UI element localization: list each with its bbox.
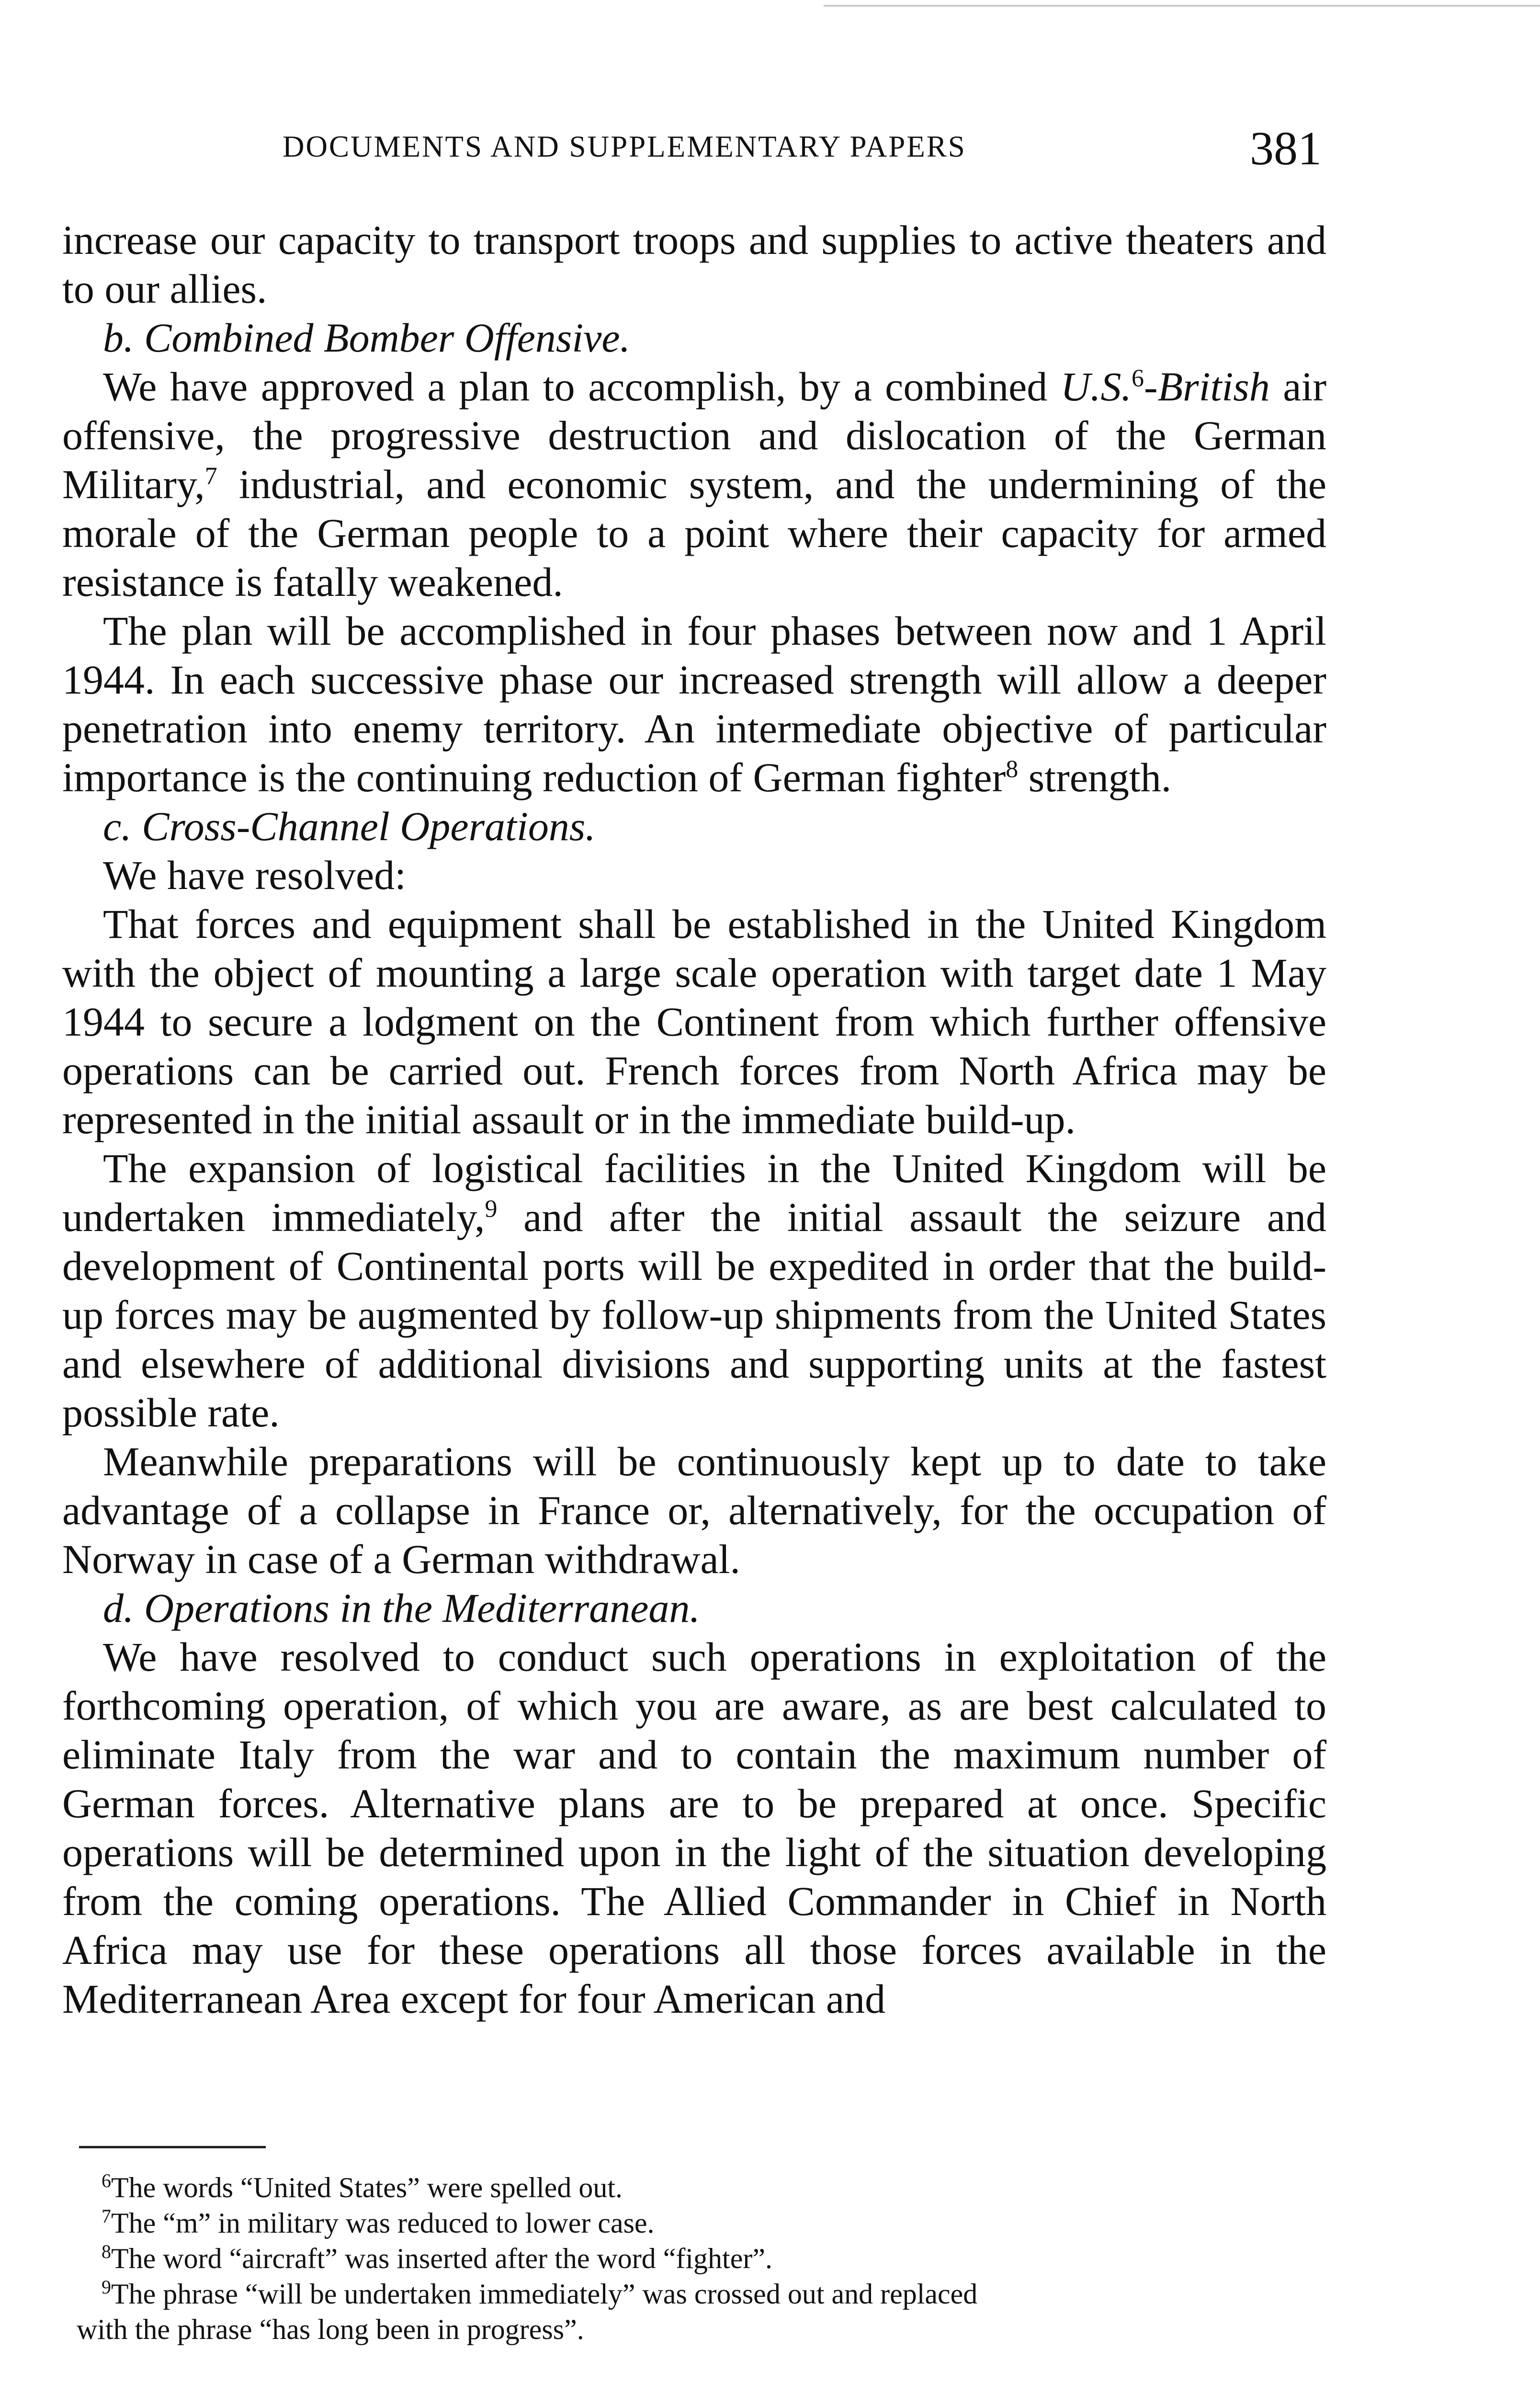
section-heading-c [62,802,1326,851]
section-label: c. [103,803,132,849]
text-run: strength. [1018,754,1172,800]
text-run: We have approved a plan to accomplish, by a combined [103,364,1048,410]
footnote-9-continuation: with the phrase “has long been in progress”. [77,2314,584,2345]
footnote-number: 7 [102,2205,111,2227]
paragraph-preparations: Meanwhile preparations will be continuously kept up to date to take advantage of a collapse in France or, alternatively, for the occupation of Norway in case of a German withdrawal. [62,1438,1326,1582]
paragraph-phases [62,606,1326,802]
paragraph-continuation: increase our capacity to transport troops and supplies to active theaters and to our allies. [62,217,1326,312]
text-run: industrial, and economic system, and the undermining of the morale of the German people to a point where their capacity for armed resistance is fatally weakened. [62,461,1326,605]
footnote-ref-6: 6 [1131,365,1144,392]
text-run-italic: U.S. [1060,364,1132,410]
footnote-6 [77,2170,1331,2205]
footnote-number: 9 [102,2276,111,2298]
footnote-number: 8 [102,2241,111,2262]
footnote-7 [77,2205,1331,2241]
section-label: b. [103,315,134,361]
section-title: Cross-Channel Operations. [142,803,596,849]
footnote-rule [79,2146,266,2148]
text-run-italic: British [1157,364,1270,410]
page-number: 381 [1250,122,1322,175]
section-label: d. [103,1585,134,1631]
text-run: - [1144,364,1158,410]
paragraph-bomber-plan [62,362,1326,606]
body-text [62,216,1326,2023]
section-heading-b [62,313,1326,362]
section-heading-d [62,1584,1326,1632]
section-title: Combined Bomber Offensive. [144,315,631,361]
top-edge-rule [824,5,1540,7]
running-head: DOCUMENTS AND SUPPLEMENTARY PAPERS [283,130,966,163]
text-run: air offensive, the progressive destruction and dislocation of the German Military, [62,364,1326,507]
text-run: and after the initial assault the seizure and development of Continental ports will be expedited in order that the build-up forces may be augmented by follow-up shipments from the United States and elsewhere of additional divisions and supporting units at the fastest possible rate. [62,1194,1326,1436]
footnote-ref-7: 7 [204,462,217,490]
footnotes [77,2170,1331,2347]
footnote-number: 6 [102,2170,111,2191]
paragraph-resolved: We have resolved: [103,852,407,898]
footnote-text: The “m” in military was reduced to lower case. [111,2207,655,2239]
footnote-text: The word “aircraft” was inserted after the word “fighter”. [111,2243,772,2274]
text-run: The plan will be accomplished in four phases between now and 1 April 1944. In each successive phase our increased strength will allow a deeper penetration into enemy territory. An intermediate objective of particular importance is the continuing reduction of German fighter [62,608,1326,800]
footnote-text: The phrase “will be undertaken immediately” was crossed out and replaced [111,2278,978,2310]
footnote-8 [77,2241,1331,2276]
footnote-ref-8: 8 [1006,755,1019,783]
paragraph-logistics [62,1144,1326,1437]
footnote-ref-9: 9 [485,1195,498,1223]
footnote-text: The words “United States” were spelled out. [111,2172,623,2203]
footnote-9 [77,2276,1331,2312]
text-run: The expansion of logistical facilities in the United Kingdom will be undertaken immediately, [62,1145,1326,1240]
section-title: Operations in the Mediterranean. [144,1585,700,1631]
paragraph-mediterranean: We have resolved to conduct such operations in exploitation of the forthcoming operation, of which you are aware, as are best calculated to eliminate Italy from the war and to contain the maximum number of German forces. Alternative plans are to be prepared at once. Specific operations will be determined upon in the light of the situation developing from the coming operations. The Allied Commander in Chief in North Africa may use for these operations all those forces available in the Mediterranean Area except for four American and [62,1634,1326,2022]
paragraph-forces: That forces and equipment shall be established in the United Kingdom with the object of mounting a large scale operation with target date 1 May 1944 to secure a lodgment on the Continent from which further offensive operations can be carried out. French forces from North Africa may be represented in the initial assault or in the immediate build-up. [62,901,1326,1142]
